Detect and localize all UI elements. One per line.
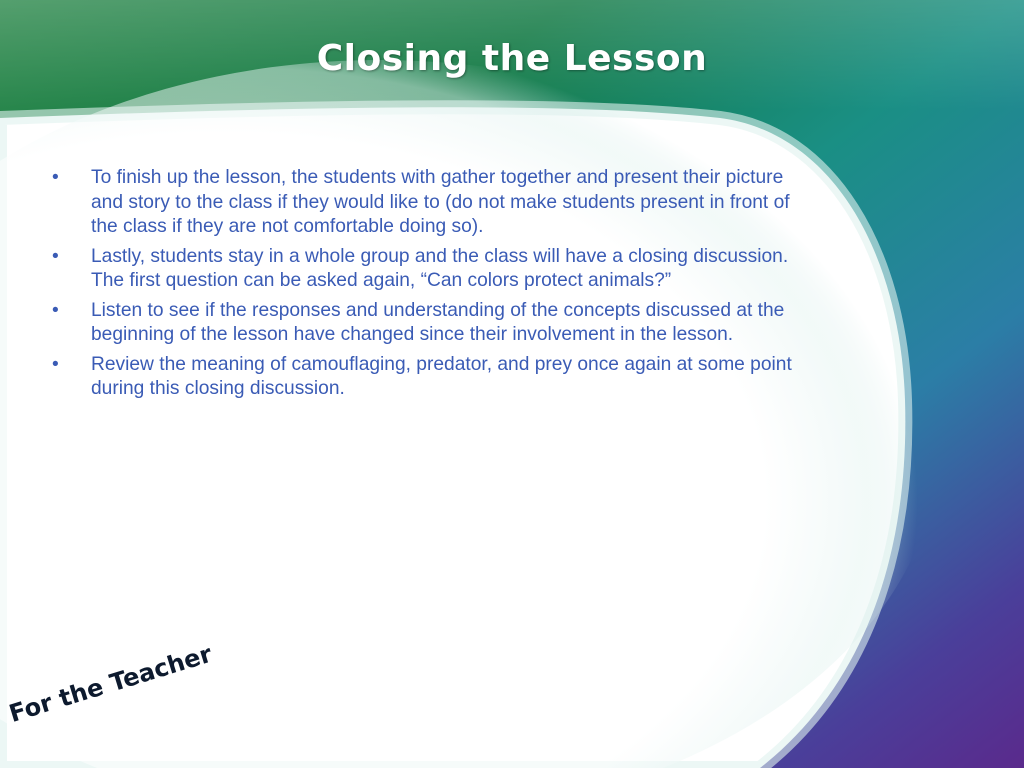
list-item <box>52 299 802 348</box>
bullet-text: Listen to see if the responses and understanding of the concepts discussed at the beginning of the lesson have changed since their involvement in the lesson. <box>91 299 785 345</box>
bullet-icon: • <box>52 299 59 321</box>
bullet-icon: • <box>52 245 59 267</box>
list-item <box>52 353 802 402</box>
list-item <box>52 245 802 294</box>
list-item <box>52 166 802 240</box>
bullet-text: Lastly, students stay in a whole group and the class will have a closing discussion. The first question can be asked again, “Can colors protect animals?” <box>91 245 789 291</box>
bullet-text: To finish up the lesson, the students with gather together and present their picture and story to the class if they would like to (do not make students present in front of the class if they are not comfortable doing so). <box>91 167 790 237</box>
bullet-list <box>52 166 802 407</box>
bullet-text: Review the meaning of camouflaging, predator, and prey once again at some point during this closing discussion. <box>91 353 792 399</box>
bullet-icon: • <box>52 353 59 375</box>
footer-label: For the Teacher <box>5 639 216 728</box>
bullet-icon: • <box>52 167 59 188</box>
slide-title: Closing the Lesson <box>316 38 708 79</box>
